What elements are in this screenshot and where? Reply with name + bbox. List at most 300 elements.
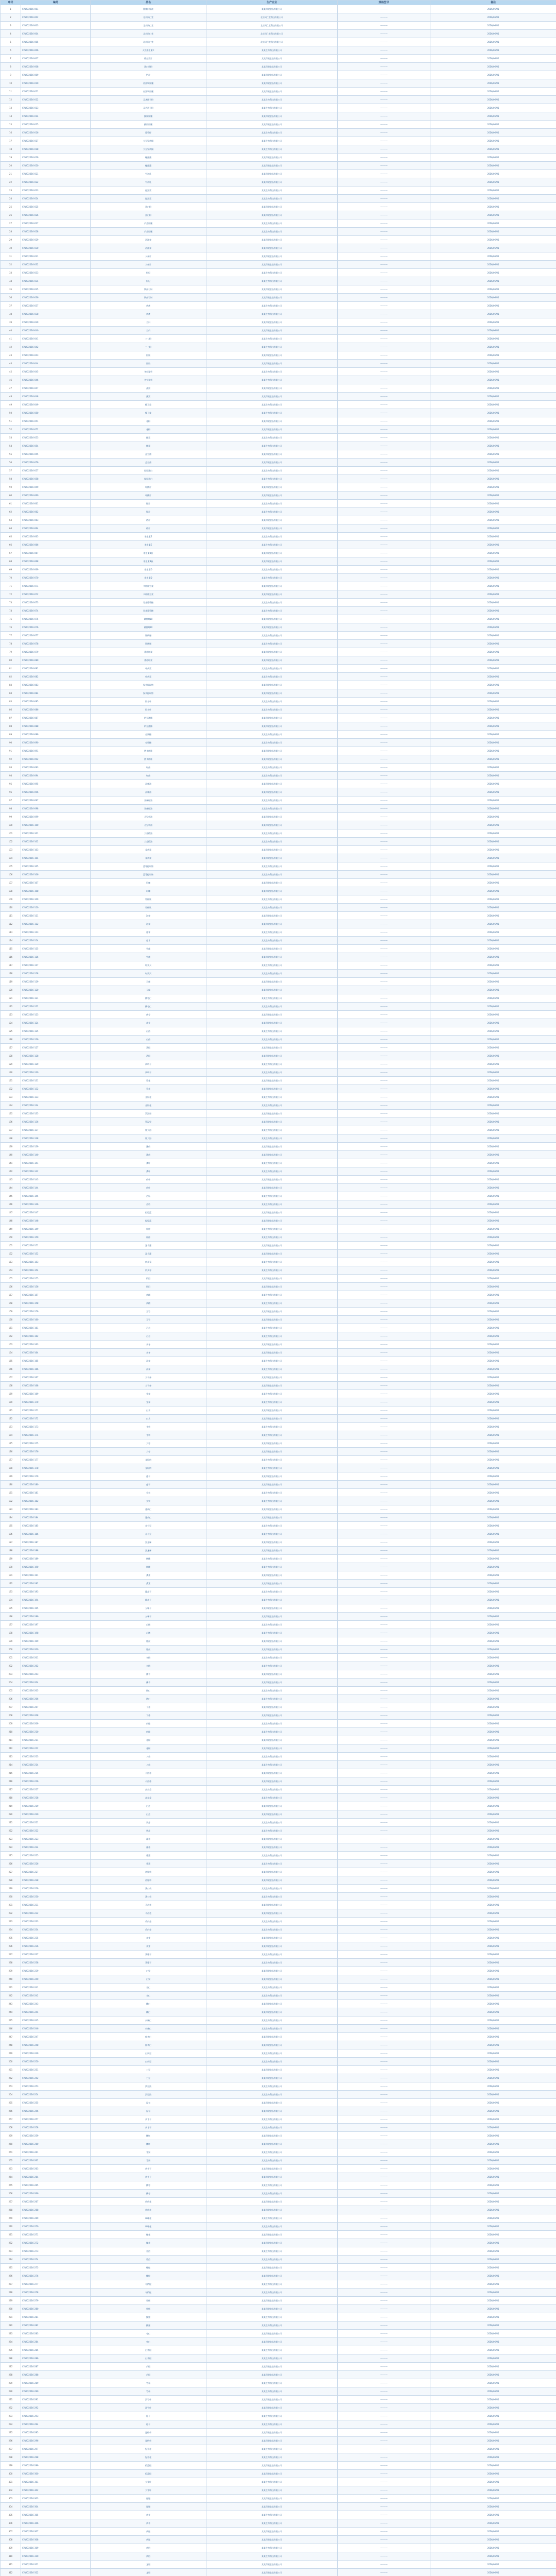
cell-index: 282 (1, 2321, 21, 2330)
cell-index: 40 (1, 327, 21, 335)
table-row (1, 862, 556, 871)
cell-code: CYWQ2016-020 (21, 162, 91, 170)
cell-index: 256 (1, 2107, 21, 2115)
cell-code: CYWQ2016-005 (21, 38, 91, 46)
cell-product-name: 郁李仁 (91, 2033, 206, 2041)
cell-note: 2016/06/01 (430, 22, 556, 30)
cell-note: 2016/06/01 (430, 2536, 556, 2544)
cell-index: 92 (1, 755, 21, 764)
table-row (1, 796, 556, 805)
cell-code: CYWQ2016-071 (21, 582, 91, 590)
cell-product-name: 余甘子 (91, 2115, 206, 2124)
cell-product-name: 锌片 (91, 500, 206, 508)
cell-spec: ---------- (338, 582, 430, 590)
cell-code: CYWQ2016-236 (21, 1942, 91, 1951)
cell-product-name: 苦瓜 (91, 1200, 206, 1209)
cell-company: 某某保健食品有限公司 (206, 2330, 338, 2338)
cell-note: 2016/06/01 (430, 829, 556, 838)
table-row (1, 1448, 556, 1456)
cell-product-name: 代代花 (91, 2198, 206, 2206)
table-row (1, 1209, 556, 1217)
cell-index: 252 (1, 2074, 21, 2082)
cell-note: 2016/06/01 (430, 689, 556, 698)
cell-code: CYWQ2016-178 (21, 1464, 91, 1472)
table-row (1, 1357, 556, 1365)
cell-spec: ---------- (338, 2338, 430, 2346)
cell-product-name: 龙眼肉 (91, 1456, 206, 1464)
table-row (1, 2420, 556, 2429)
cell-company: 某某生物科技有限公司 (206, 673, 338, 681)
cell-code: CYWQ2016-270 (21, 2223, 91, 2231)
cell-index: 177 (1, 1456, 21, 1464)
cell-code: CYWQ2016-204 (21, 1679, 91, 1687)
cell-note: 2016/06/01 (430, 623, 556, 632)
cell-note: 2016/06/01 (430, 162, 556, 170)
cell-company: 某某生物科技有限公司 (206, 2354, 338, 2363)
header-company: 生产企业 (206, 1, 338, 5)
cell-company: 某某保健食品有限公司 (206, 945, 338, 953)
cell-index: 170 (1, 1398, 21, 1406)
cell-spec: ---------- (338, 945, 430, 953)
cell-company: 北京同仁堂科技有限公司 (206, 22, 338, 30)
cell-spec: ---------- (338, 1810, 430, 1819)
table-row (1, 1233, 556, 1242)
cell-spec: ---------- (338, 1687, 430, 1695)
cell-product-name: 山楂 (91, 1621, 206, 1629)
cell-company: 某某保健食品有限公司 (206, 1052, 338, 1060)
cell-spec: ---------- (338, 318, 430, 327)
cell-product-name: 槐花 (91, 2231, 206, 2239)
cell-note: 2016/06/01 (430, 895, 556, 904)
table-row (1, 2008, 556, 2016)
cell-company: 某某保健食品有限公司 (206, 112, 338, 121)
cell-note: 2016/06/01 (430, 1852, 556, 1860)
table-row (1, 640, 556, 648)
table-row (1, 1736, 556, 1744)
cell-company: 某某生物科技有限公司 (206, 1629, 338, 1637)
table-row (1, 994, 556, 1003)
cell-product-name: 白术 (91, 1406, 206, 1415)
cell-code: CYWQ2016-140 (21, 1151, 91, 1159)
table-row (1, 879, 556, 887)
table-row (1, 318, 556, 327)
cell-spec: ---------- (338, 1852, 430, 1860)
cell-note: 2016/06/01 (430, 96, 556, 104)
cell-index: 17 (1, 137, 21, 145)
cell-index: 199 (1, 1637, 21, 1646)
table-row (1, 928, 556, 937)
cell-spec: ---------- (338, 681, 430, 689)
table-row (1, 1019, 556, 1027)
cell-code: CYWQ2016-267 (21, 2198, 91, 2206)
cell-company: 某某生物科技有限公司 (206, 1695, 338, 1703)
cell-index: 232 (1, 1909, 21, 1918)
cell-spec: ---------- (338, 2289, 430, 2297)
cell-code: CYWQ2016-117 (21, 961, 91, 970)
cell-code: CYWQ2016-137 (21, 1126, 91, 1134)
cell-spec: ---------- (338, 335, 430, 343)
cell-company: 某某保健食品有限公司 (206, 1604, 338, 1613)
table-row (1, 195, 556, 203)
cell-spec: ---------- (338, 1547, 430, 1555)
cell-product-name: 花粉 (91, 426, 206, 434)
cell-note: 2016/06/01 (430, 1984, 556, 1992)
cell-code: CYWQ2016-025 (21, 203, 91, 211)
cell-note: 2016/06/01 (430, 1794, 556, 1802)
cell-index: 308 (1, 2536, 21, 2544)
cell-note: 2016/06/01 (430, 2462, 556, 2470)
cell-code: CYWQ2016-153 (21, 1258, 91, 1266)
cell-spec: ---------- (338, 698, 430, 706)
cell-index: 272 (1, 2239, 21, 2247)
cell-code: CYWQ2016-066 (21, 541, 91, 549)
cell-company: 某某保健食品有限公司 (206, 2437, 338, 2445)
cell-index: 279 (1, 2297, 21, 2305)
cell-company: 某某生物科技有限公司 (206, 1753, 338, 1761)
cell-index: 226 (1, 1860, 21, 1868)
cell-index: 223 (1, 1835, 21, 1843)
cell-product-name: 维生素D (91, 574, 206, 582)
cell-spec: ---------- (338, 2363, 430, 2371)
cell-index: 47 (1, 384, 21, 393)
cell-company: 某某保健食品有限公司 (206, 1439, 338, 1448)
cell-spec: ---------- (338, 656, 430, 665)
table-row (1, 1596, 556, 1604)
cell-spec: ---------- (338, 2107, 430, 2115)
cell-code: CYWQ2016-010 (21, 79, 91, 88)
cell-product-name: 蜂胶胶囊 (91, 121, 206, 129)
cell-index: 270 (1, 2223, 21, 2231)
cell-product-name: 维生素B族 (91, 549, 206, 557)
cell-spec: ---------- (338, 1604, 430, 1613)
cell-code: CYWQ2016-298 (21, 2453, 91, 2462)
cell-note: 2016/06/01 (430, 1060, 556, 1069)
cell-index: 138 (1, 1134, 21, 1143)
cell-index: 305 (1, 2511, 21, 2519)
table-row (1, 590, 556, 599)
cell-code: CYWQ2016-003 (21, 22, 91, 30)
cell-code: CYWQ2016-095 (21, 780, 91, 788)
cell-note: 2016/06/01 (430, 1505, 556, 1514)
cell-code: CYWQ2016-217 (21, 1786, 91, 1794)
cell-company: 某某生物科技有限公司 (206, 970, 338, 978)
cell-product-name: 菊花 (91, 1077, 206, 1085)
table-row (1, 5, 556, 13)
cell-spec: ---------- (338, 195, 430, 203)
cell-note: 2016/06/01 (430, 327, 556, 335)
cell-company: 某某保健食品有限公司 (206, 2140, 338, 2148)
table-row (1, 1604, 556, 1613)
cell-company: 某某生物科技有限公司 (206, 1992, 338, 2000)
cell-note: 2016/06/01 (430, 170, 556, 178)
cell-product-name: 淫羊藿 (91, 1250, 206, 1258)
cell-company: 某某保健食品有限公司 (206, 557, 338, 566)
cell-note: 2016/06/01 (430, 1637, 556, 1646)
table-row (1, 912, 556, 920)
cell-index: 176 (1, 1448, 21, 1456)
cell-code: CYWQ2016-224 (21, 1843, 91, 1852)
cell-code: CYWQ2016-112 (21, 920, 91, 928)
cell-index: 59 (1, 483, 21, 492)
table-row (1, 961, 556, 970)
cell-company: 某某保健食品有限公司 (206, 1382, 338, 1390)
table-row (1, 1728, 556, 1736)
cell-index: 237 (1, 1951, 21, 1959)
cell-company: 某某生物科技有限公司 (206, 1456, 338, 1464)
cell-product-name: 芡实 (91, 1497, 206, 1505)
cell-company: 某某保健食品有限公司 (206, 2338, 338, 2346)
cell-code: CYWQ2016-147 (21, 1209, 91, 1217)
cell-index: 51 (1, 417, 21, 426)
cell-product-name: 黄芥子 (91, 2173, 206, 2181)
cell-index: 6 (1, 46, 21, 55)
cell-spec: ---------- (338, 524, 430, 533)
cell-code: CYWQ2016-074 (21, 607, 91, 615)
cell-note: 2016/06/01 (430, 953, 556, 961)
cell-code: CYWQ2016-230 (21, 1893, 91, 1901)
cell-spec: ---------- (338, 788, 430, 796)
cell-index: 10 (1, 79, 21, 88)
cell-note: 2016/06/01 (430, 986, 556, 994)
table-row (1, 277, 556, 285)
cell-code: CYWQ2016-239 (21, 1967, 91, 1975)
cell-product-name: 枸杞 (91, 277, 206, 285)
cell-note: 2016/06/01 (430, 360, 556, 368)
cell-code: CYWQ2016-233 (21, 1918, 91, 1926)
cell-product-name: 枸杞 (91, 269, 206, 277)
cell-code: CYWQ2016-209 (21, 1720, 91, 1728)
table-row (1, 1398, 556, 1406)
cell-company: 某某生物科技有限公司 (206, 442, 338, 450)
cell-index: 103 (1, 846, 21, 854)
cell-index: 294 (1, 2420, 21, 2429)
cell-company: 某某保健食品有限公司 (206, 1538, 338, 1547)
cell-note: 2016/06/01 (430, 871, 556, 879)
table-row (1, 2033, 556, 2041)
cell-index: 259 (1, 2132, 21, 2140)
cell-index: 99 (1, 813, 21, 821)
cell-company: 某某生物科技有限公司 (206, 1852, 338, 1860)
cell-index: 262 (1, 2157, 21, 2165)
cell-index: 111 (1, 912, 21, 920)
cell-note: 2016/06/01 (430, 920, 556, 928)
cell-code: CYWQ2016-138 (21, 1134, 91, 1143)
cell-company: 某某保健食品有限公司 (206, 2371, 338, 2379)
table-row (1, 343, 556, 351)
cell-index: 87 (1, 714, 21, 722)
cell-product-name: 冬虫夏草 (91, 368, 206, 376)
cell-spec: ---------- (338, 121, 430, 129)
cell-code: CYWQ2016-057 (21, 467, 91, 475)
cell-code: CYWQ2016-088 (21, 722, 91, 731)
cell-code: CYWQ2016-031 (21, 252, 91, 261)
cell-index: 135 (1, 1110, 21, 1118)
cell-index: 14 (1, 112, 21, 121)
cell-product-name: 莱菔子 (91, 1951, 206, 1959)
cell-code: CYWQ2016-229 (21, 1885, 91, 1893)
cell-code: CYWQ2016-129 (21, 1060, 91, 1069)
cell-product-name: 姜黄素 (91, 854, 206, 862)
cell-code: CYWQ2016-222 (21, 1827, 91, 1835)
cell-spec: ---------- (338, 434, 430, 442)
cell-code: CYWQ2016-007 (21, 55, 91, 63)
cell-product-name: 黄精 (91, 1299, 206, 1308)
cell-note: 2016/06/01 (430, 1942, 556, 1951)
cell-spec: ---------- (338, 1835, 430, 1843)
cell-note: 2016/06/01 (430, 1720, 556, 1728)
cell-product-name: 杏仁 (91, 1984, 206, 1992)
cell-index: 13 (1, 104, 21, 112)
table-row (1, 689, 556, 698)
cell-note: 2016/06/01 (430, 252, 556, 261)
cell-company: 某某生物科技有限公司 (206, 1654, 338, 1662)
table-row (1, 252, 556, 261)
cell-product-name: 太子参 (91, 1382, 206, 1390)
cell-company: 某某生物科技有限公司 (206, 731, 338, 739)
table-row (1, 310, 556, 318)
table-row (1, 508, 556, 516)
cell-note: 2016/06/01 (430, 1143, 556, 1151)
table-row (1, 2165, 556, 2173)
cell-code: CYWQ2016-056 (21, 459, 91, 467)
cell-code: CYWQ2016-185 (21, 1522, 91, 1530)
cell-index: 194 (1, 1596, 21, 1604)
cell-product-name: 人参片 (91, 252, 206, 261)
cell-product-name: 夏枯草 (91, 2429, 206, 2437)
cell-company: 某某生物科技有限公司 (206, 2181, 338, 2190)
table-row (1, 2239, 556, 2247)
cell-code: CYWQ2016-242 (21, 1992, 91, 2000)
table-row (1, 533, 556, 541)
cell-product-name: 纳豆激酶 (91, 722, 206, 731)
cell-index: 70 (1, 574, 21, 582)
cell-code: CYWQ2016-042 (21, 343, 91, 351)
cell-index: 239 (1, 1967, 21, 1975)
cell-company: 某某生物科技有限公司 (206, 533, 338, 541)
cell-company: 某某保健食品有限公司 (206, 1275, 338, 1283)
table-row (1, 1266, 556, 1275)
cell-code: CYWQ2016-207 (21, 1703, 91, 1711)
cell-product-name: 覆盆子 (91, 1596, 206, 1604)
cell-code: CYWQ2016-073 (21, 599, 91, 607)
cell-code: CYWQ2016-198 (21, 1629, 91, 1637)
cell-index: 52 (1, 426, 21, 434)
cell-index: 165 (1, 1357, 21, 1365)
cell-company: 某某生物科技有限公司 (206, 368, 338, 376)
cell-product-name: 砂仁 (91, 1695, 206, 1703)
cell-product-name: 胖大海 (91, 1126, 206, 1134)
cell-code: CYWQ2016-098 (21, 805, 91, 813)
cell-company: 某某生物科技有限公司 (206, 739, 338, 747)
cell-note: 2016/06/01 (430, 755, 556, 764)
table-row (1, 549, 556, 557)
cell-index: 18 (1, 145, 21, 154)
cell-code: CYWQ2016-063 (21, 516, 91, 524)
cell-note: 2016/06/01 (430, 2453, 556, 2462)
cell-code: CYWQ2016-306 (21, 2519, 91, 2528)
cell-spec: ---------- (338, 1077, 430, 1085)
table-row (1, 1637, 556, 1646)
cell-product-name: 沙参 (91, 1357, 206, 1365)
cell-index: 1 (1, 5, 21, 13)
cell-company: 某某保健食品有限公司 (206, 2462, 338, 2470)
table-row (1, 1563, 556, 1571)
cell-product-name: 刀豆 (91, 2066, 206, 2074)
cell-product-name: 莲子 (91, 1472, 206, 1481)
cell-product-name: 膳食纤维 (91, 755, 206, 764)
cell-note: 2016/06/01 (430, 2173, 556, 2181)
cell-spec: ---------- (338, 970, 430, 978)
cell-spec: ---------- (338, 327, 430, 335)
cell-spec: ---------- (338, 953, 430, 961)
cell-spec: ---------- (338, 2016, 430, 2025)
table-row (1, 2519, 556, 2528)
table-row (1, 739, 556, 747)
cell-spec: ---------- (338, 1291, 430, 1299)
cell-spec: ---------- (338, 228, 430, 236)
cell-code: CYWQ2016-220 (21, 1810, 91, 1819)
cell-index: 146 (1, 1200, 21, 1209)
cell-note: 2016/06/01 (430, 2206, 556, 2214)
cell-index: 123 (1, 1011, 21, 1019)
cell-product-name: 蛋白粉 (91, 211, 206, 219)
cell-company: 某某保健食品有限公司 (206, 170, 338, 178)
cell-product-name: 麦芽 (91, 1934, 206, 1942)
cell-spec: ---------- (338, 2412, 430, 2420)
cell-note: 2016/06/01 (430, 1588, 556, 1596)
table-row (1, 1555, 556, 1563)
cell-note: 2016/06/01 (430, 854, 556, 862)
cell-code: CYWQ2016-275 (21, 2264, 91, 2272)
cell-index: 143 (1, 1176, 21, 1184)
cell-note: 2016/06/01 (430, 838, 556, 846)
cell-spec: ---------- (338, 1975, 430, 1984)
cell-note: 2016/06/01 (430, 2330, 556, 2338)
cell-index: 161 (1, 1324, 21, 1332)
cell-note: 2016/06/01 (430, 557, 556, 566)
cell-product-name: 牡蛎肽 (91, 904, 206, 912)
cell-company: 某某保健食品有限公司 (206, 2272, 338, 2280)
cell-product-name: 钙片 (91, 71, 206, 79)
cell-code: CYWQ2016-249 (21, 2049, 91, 2058)
cell-product-name: 竹茹 (91, 2379, 206, 2387)
cell-code: CYWQ2016-254 (21, 2091, 91, 2099)
cell-code: CYWQ2016-024 (21, 195, 91, 203)
cell-note: 2016/06/01 (430, 13, 556, 22)
table-row (1, 2437, 556, 2445)
cell-company: 某某生物科技有限公司 (206, 2544, 338, 2552)
cell-note: 2016/06/01 (430, 1176, 556, 1184)
cell-index: 299 (1, 2462, 21, 2470)
cell-product-name: 蜂王浆 (91, 409, 206, 417)
cell-note: 2016/06/01 (430, 1374, 556, 1382)
cell-spec: ---------- (338, 1398, 430, 1406)
cell-product-name: 芦荟胶囊 (91, 228, 206, 236)
cell-spec: ---------- (338, 615, 430, 623)
table-row (1, 384, 556, 393)
cell-index: 124 (1, 1019, 21, 1027)
cell-note: 2016/06/01 (430, 2371, 556, 2379)
cell-index: 220 (1, 1810, 21, 1819)
cell-company: 某某生物科技有限公司 (206, 1786, 338, 1794)
cell-index: 244 (1, 2008, 21, 2016)
cell-product-name: 板蓝根 (91, 2470, 206, 2478)
cell-index: 257 (1, 2115, 21, 2124)
cell-code: CYWQ2016-011 (21, 88, 91, 96)
cell-note: 2016/06/01 (430, 2503, 556, 2511)
cell-spec: ---------- (338, 426, 430, 434)
cell-product-name: 燕窝 (91, 384, 206, 393)
